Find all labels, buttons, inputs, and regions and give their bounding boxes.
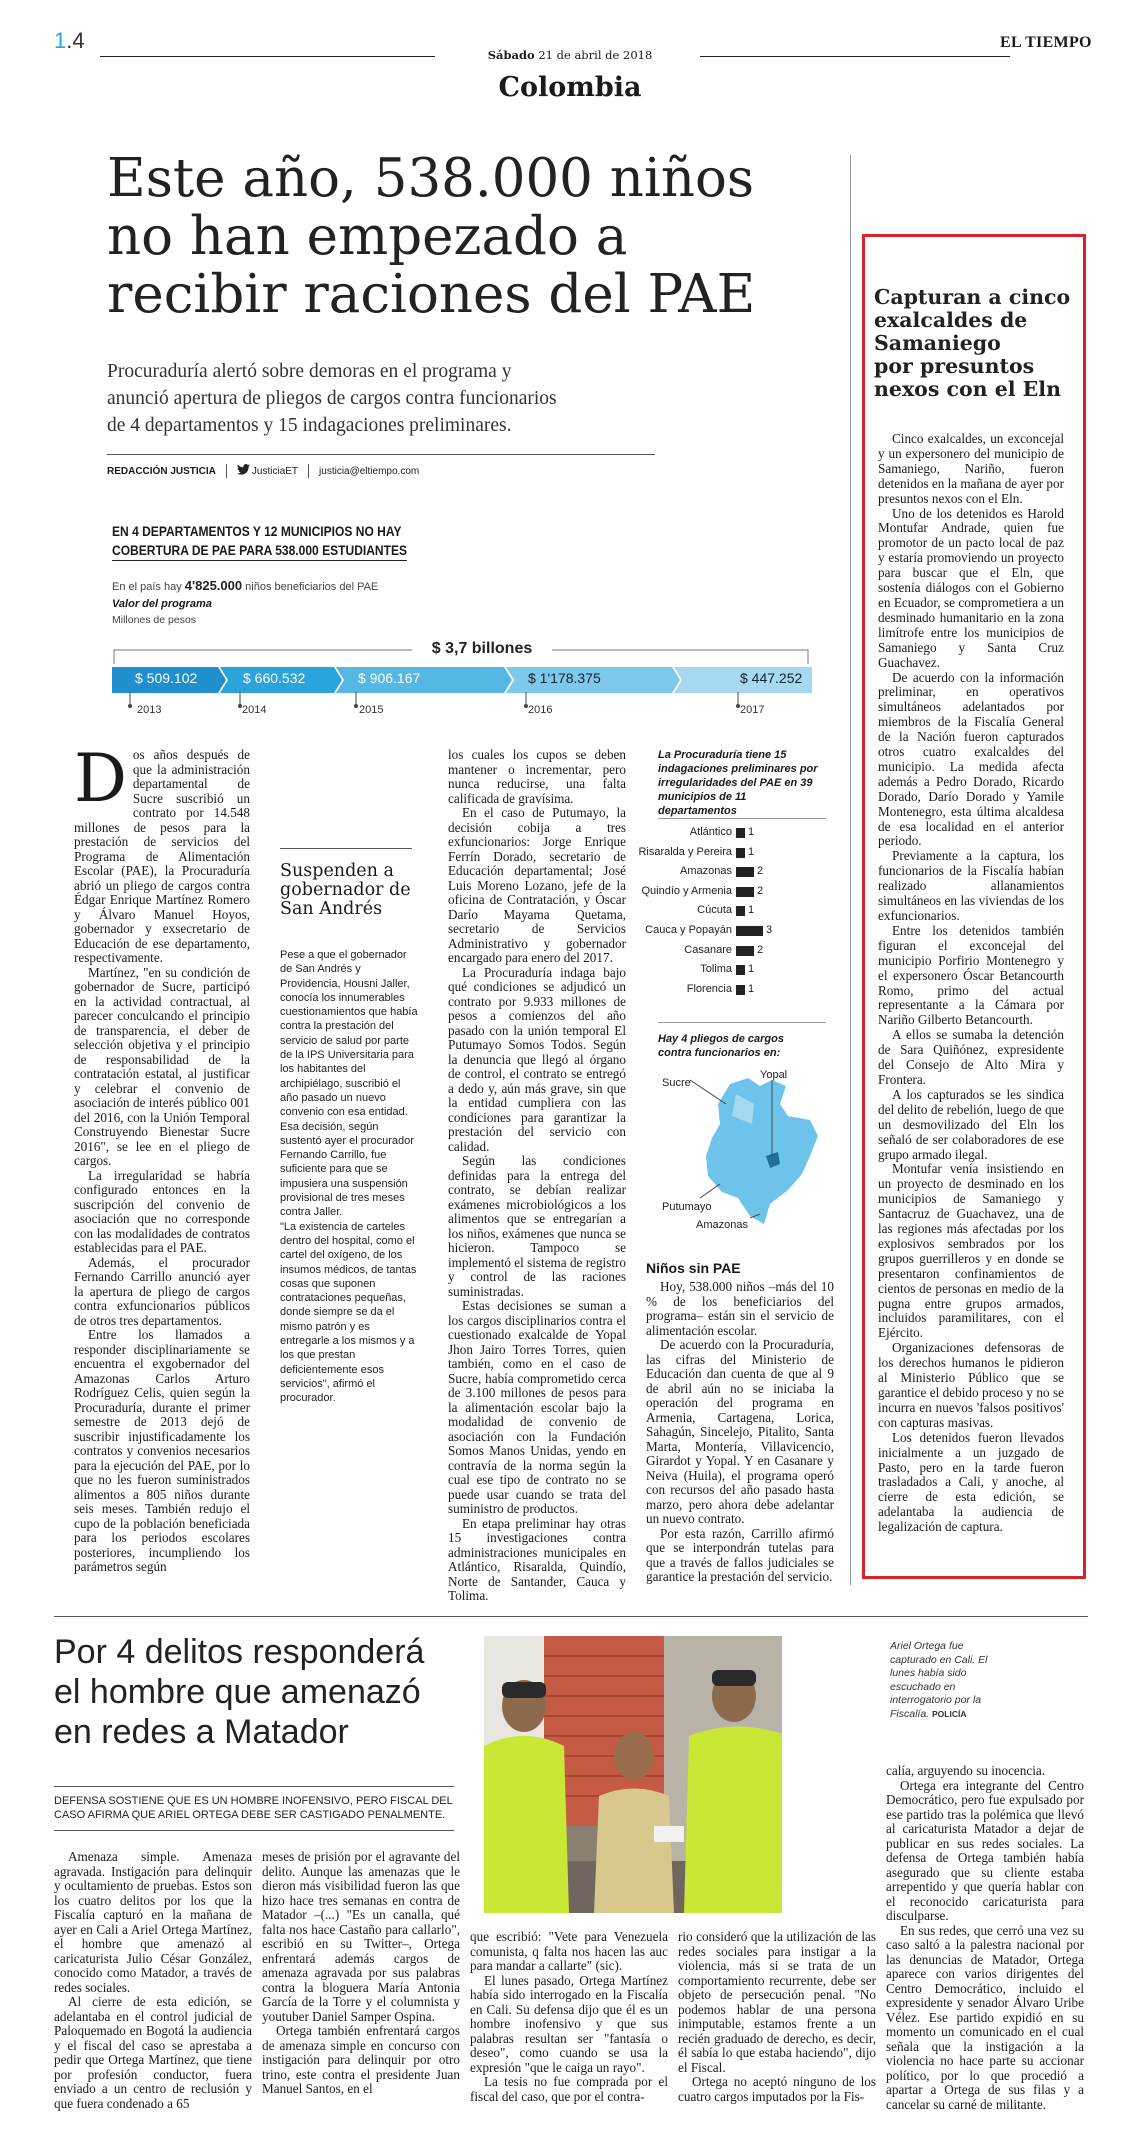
byline-email[interactable]: justicia@eltiempo.com <box>319 465 420 477</box>
main-column-1 <box>74 740 250 1575</box>
column-divider <box>850 155 851 1585</box>
map-label-sucre: Sucre <box>662 1077 691 1089</box>
bottom-column-2: meses de prisión por el agravante del delito. Aunque las amenazas que le dieron más visibilidad fueron las que hizo hace tres semanas en contra de Matador –(...) "Es un canalla, qué falta nos hace Castaño para callarlo", escribió en su Twitter–, Ortega enfrentará además cargos de amenaza agravada por sus palabras contra la bloguera María Antonia García de la Torre y el columnista y youtuber Daniel Samper Ospina. Ortega también enfrentará cargos de amenaza simple en concurso con instigación para delinquir por otro trino, este contra el presidente Juan Manuel Santos, en el <box>262 1849 460 2096</box>
bar-category-label: Quindío y Armenia <box>641 884 732 897</box>
byline-author: REDACCIÓN JUSTICIA <box>107 465 216 477</box>
bar-row <box>650 904 810 918</box>
bar <box>736 946 754 956</box>
bar-category-label: Florencia <box>686 982 732 995</box>
header-rule-right <box>700 56 1010 57</box>
bar-row <box>650 963 810 977</box>
timeline-value-2013: $ 509.102 <box>135 670 198 686</box>
bar-value-label: 1 <box>748 845 755 858</box>
bottom-deck: DEFENSA SOSTIENE QUE ES UN HOMBRE INOFENSIVO, PERO FISCAL DEL CASO AFIRMA QUE ARIEL ORTEGA DEBE SER CASTIGADO PENALMENTE. <box>54 1795 453 1821</box>
bar <box>736 965 745 975</box>
bar <box>736 906 745 916</box>
bar-category-label: Risaralda y Pereira <box>638 845 732 858</box>
bar-value-label: 2 <box>757 884 764 897</box>
timeline-year-2015: 2015 <box>359 704 384 716</box>
timeline-year-2017: 2017 <box>740 704 765 716</box>
bar <box>736 828 745 838</box>
bottom-column-3: que escribió: "Vete para Venezuela comunista, q falta nos hacen las auc para mandar a callarte" (sic). El lunes pasado, Ortega Martínez había sido interrogado en la Fiscalía en Cali. Su defensa dijo que él es un hombre inofensivo y que sus palabras resultan ser "fantasía o deseo", como cuando se usa la expresión "que le caiga un rayo". La tesis no fue comprada por el fiscal del caso, que por el contra- <box>470 1929 668 2104</box>
boxed-headline: Capturan a cinco exalcaldes de Samaniego por presuntos nexos con el Eln <box>874 285 1071 401</box>
bar-row <box>641 884 810 899</box>
bar <box>736 848 745 858</box>
bottom-headline: Por 4 delitos responderá el hombre que amenazó en redes a Matador <box>54 1633 425 1751</box>
col1-para-3: Además, el procurador Fernando Carrillo anunció ayer la apertura de pliego de cargos contra exfuncionarios públicos de otros tres departamentos. <box>74 1254 250 1328</box>
chart-rule <box>658 818 826 819</box>
timeline-value-2014: $ 660.532 <box>243 670 306 686</box>
col4-subhead: Niños sin PAE <box>646 1260 741 1276</box>
timeline-value-2015: $ 906.167 <box>358 670 421 686</box>
header-date: Sábado 21 de abril de 2018 <box>487 48 653 62</box>
news-photo <box>484 1636 782 1913</box>
bar-row <box>650 826 810 840</box>
map-label-yopal: Yopal <box>760 1069 788 1081</box>
sidebar-top-rule <box>280 848 412 849</box>
bottom-column-5: calía, arguyendo su inocencia. Ortega era integrante del Centro Democrático, pero fue expulsado por ese partido tras la polémica que llevó al caricaturista Matador a dejar de publicar en sus redes sociales. La defensa de Ortega también había asegurado que su cliente estaba arrepentido y que quería hablar con el reconocido caricaturista para disculparse. En sus redes, que cerró una vez su caso saltó a la palestra nacional por las denuncias de Matador, Ortega aparece con varios dirigentes del Centro Democrático, incluido el expresidente y senador Álvaro Uribe Vélez. Ese partido expidió en su momento un comunicado en el cual señala que la instigación a la violencia no hace parte su accionar político, por lo que procedió a apartar a Ortega de sus filas y a cancelar su carné de militante. <box>886 1763 1084 2112</box>
timeline-value-2017: $ 447.252 <box>740 670 803 686</box>
newspaper-brand: EL TIEMPO <box>1000 34 1092 51</box>
bar-value-label: 3 <box>766 924 773 936</box>
bar-row <box>650 983 810 997</box>
drop-cap: D <box>74 740 127 817</box>
map-label-amazonas: Amazonas <box>696 1219 748 1231</box>
page-number: 1.4 <box>54 28 85 53</box>
deck-rule <box>107 454 655 455</box>
bar-value-label: 2 <box>757 865 764 878</box>
byline <box>107 464 419 478</box>
unit-label: Millones de pesos <box>112 614 197 626</box>
bottom-section-rule <box>54 1616 1088 1617</box>
timeline-value-2016: $ 1'178.375 <box>528 670 601 686</box>
bar-category-label: Atlántico <box>689 826 732 838</box>
bar-category-label: Tolima <box>700 963 732 976</box>
photo-caption: Ariel Ortega fue capturado en Cali. El lunes había sido escuchado en interrogatorio por la Fiscalía. POLICÍA <box>890 1640 988 1720</box>
timeline <box>112 665 812 695</box>
col1-para-2: La irregularidad se habría configurado entonces en la suscripción del convenio de asociación que no corresponde con las modalidades de contratos establecidas para el PAE. <box>74 1167 250 1255</box>
col1-para-0: os años después de que la administración departamental de Sucre suscribió un contrato por 14.548 millones de pesos para la prestación de servicios del Programa de Alimentación Escolar (PAE), la Procuraduría abrió un pliego de cargos contra Édgar Enrique Martínez Romero y Álvaro Manuel Hoyos, gobernador y exsecretario de Educación de ese departamento, respectivamente. <box>74 747 250 965</box>
timeline-year-2016: 2016 <box>528 704 553 716</box>
bottom-column-1: Amenaza simple. Amenaza agravada. Instigación para delinquir y ocultamiento de pruebas. Estos son los cuatro delitos por los que la Fiscalía capturó en la mañana de ayer en Cali a Ariel Ortega Martínez, el hombre que amenazó al caricaturista Julio César González, conocido como Matador, a través de redes sociales. Al cierre de esta edición, se adelantaba en el control judicial de Paloquemado en Bogotá la audiencia y el fiscal del caso se aprestaba a pedir que Ortega Martínez, que tiene por profesión conductor, fuera enviado a un centro de reclusión y que fuera condenado a 65 <box>54 1849 252 2111</box>
sidebar-body: Pese a que el gobernador de San Andrés y Providencia, Housni Jaller, conocía los innumerables cuestionamientos que había contra la prestación del servicio de salud por parte de la IPS Universitaria para los habitantes del archipiélago, suscribió el año pasado un nuevo convenio con esa entidad. Esa decisión, según sustentó ayer el procurador Fernando Carrillo, fue suficiente para que se impusiera una suspensión provisional de tres meses contra Jaller. "La existencia de carteles dentro del hospital, como el cartel del oxígeno, de los insumos médicos, de tantas cosas que suponen contrataciones pequeñas, donde siempre se da el mismo patrón y es entregarle a los mismos y a los que prestan deficientemente esos servicios", afirmó el procurador. <box>280 949 418 1405</box>
timeline-year-2014: 2014 <box>242 704 267 716</box>
chart-title: La Procuraduría tiene 15 indagaciones preliminares por irregularidades del PAE en 39 municipios de 11 departamentos <box>658 749 818 817</box>
timeline-pins <box>112 692 812 712</box>
total-label: $ 3,7 billones <box>412 640 552 658</box>
map-title: Hay 4 pliegos de cargos contra funcionarios en: <box>658 1033 784 1059</box>
main-column-3: los cuales los cupos se deben mantener o incrementar, pero nunca reducirse, una falta calificada de gravísima. En el caso de Putumayo, la decisión cobija a tres exfuncionarios: Jorge Enrique Ferrín Dorado, secretario de Educación departamental; José Luis Moreno Lozano, jefe de la oficina de Contratación, y Óscar Darío Mayama Quetama, secretario de Servicios Administrativo y gobernador encargado para enero del 2017. La Procuraduría indaga bajo qué condiciones se adjudicó un contrato por 9.933 millones de pesos a comienzos del año pasado con la unión temporal El Putumayo Somos Todos. Según la denuncia que llegó al órgano de control, el contrato se entregó a dedo y, aún más grave, sin que la entidad cumpliera con las condiciones para garantizar la prestación del servicio con calidad. Según las condiciones definidas para la entrega del contrato, se debían realizar exámenes microbiológicos a los alimentos que se entregarían a los niños, exámenes que nunca se hicieron. Tampoco se implementó el sistema de registro y control de las raciones suministradas. Estas decisiones se suman a los cargos disciplinarios contra el cuestionado exalcalde de Yopal Jhon Jairo Torres Torres, quien también, como en el caso de Sucre, había comprometido cerca de 3.100 millones de pesos para la alimentación escolar bajo la modalidad de convenio de asociación con la Fundación Somos Manos Unidas, yendo en contravía de la norma según la cual ese tipo de contrato no se puede usar cuando se trata del suministro de productos. En etapa preliminar hay otras 15 investigaciones contra administraciones municipales en Atlántico, Risaralda, Quindío, Norte de Santander, Cauca y Tolima. <box>448 747 626 1603</box>
boxed-body: Cinco exalcaldes, un exconcejal y un expersonero del municipio de Samaniego, Nariño, fueron detenidos en la mañana de ayer por presuntos nexos con el Eln. Uno de los detenidos es Harold Montufar Andrade, quien fue promotor de un pacto local de paz y estaría promoviendo un proyecto para buscar que el Eln, que sostenía diálogos con el Gobierno en Ecuador, se comprometiera a un desminado humanitario en la zona limítrofe entre los municipios de Samaniego y Santa Cruz Guachavez. De acuerdo con la información preliminar, en operativos simultáneos adelantados por miembros de la Fiscalía General de la Nación fueron capturados otros cuatro exalcaldes del municipio. La medida afecta además a Pedro Dorado, Ricardo Dorado, Darío Dorado y Yamile Montenegro, esta última alcaldesa de esa localidad en el anterior periodo. Previamente a la captura, los funcionarios de la Fiscalía habían realizado allanamientos simultáneos en las viviendas de los exfuncionarios. Entre los detenidos también figuran el exconcejal del municipio Porfirio Montenegro y el expersonero Óscar Betancourth Romo, primo del actual representante a la Cámara por Nariño Gilberto Betancourth. A ellos se sumaba la detención de Sara Quiñónez, expresidente del Consejo de Alto Mira y Frontera. A los capturados se les sindica del delito de rebelión, luego de que un desmovilizado del Eln los señaló de ser colaboradores de ese grupo armado ilegal. Montufar venía insistiendo en un proyecto de desminado en los municipios de Samaniego y Santacruz de Guachavez, una de las regiones más afectadas por los explosivos sembrados por los grupos guerrilleros y en donde se presentaron confinamientos de cientos de personas en medio de la pugna entre grupos armados, incluidos paramilitares, con el Ejército. Organizaciones defensoras de los derechos humanos le pidieron al Ministerio Público que se garantice el debido proceso y no se incurra en nuevos 'falsos positivos' con capturas masivas. Los detenidos fueron llevados inicialmente a un juzgado de Pasto, pero en la tarde fueron trasladados a Cali, y anoche, al cierre de esta edición, se adelantaba la audiencia de legalización de captura. <box>878 431 1065 1535</box>
bar-row <box>638 845 810 860</box>
bar-row <box>650 865 810 879</box>
col1-para-4: Entre los llamados a responder disciplinariamente se encuentra el exgobernador del Amazonas Carlos Arturo Rodríguez Celis, quien según la Procuraduría, durante el primer semestre de 2013 dejó de suscribir injustificadamente los contratos y convenios necesarios para la ejecución del PAE, por lo que no les fueron suministrados alimentos a 805 niños durante seis meses. También redujo el cupo de la población beneficiada para los periodos escolares posteriores, incumpliendo los parámetros según <box>74 1327 250 1574</box>
bar <box>736 985 745 995</box>
bar-value-label: 1 <box>748 982 755 995</box>
bottom-deck-rule-top <box>54 1786 454 1787</box>
main-headline: Este año, 538.000 niños no han empezado a recibir raciones del PAE <box>107 148 756 325</box>
value-label: Valor del programa <box>112 598 212 610</box>
bottom-deck-rule-bottom <box>54 1830 454 1831</box>
photo-credit: POLICÍA <box>932 1708 967 1719</box>
bar <box>736 867 754 877</box>
sidebar-title: Suspenden a gobernador de San Andrés <box>280 861 411 919</box>
bar-category-label: Cauca y Popayán <box>645 924 732 936</box>
colombia-map <box>660 1064 830 1234</box>
map-rule <box>658 1022 826 1023</box>
col1-para-1: Martínez, "en su condición de gobernador de Sucre, participó en la actividad contractual, al parecer conculcando el principio de transparencia, el deber de selección objetiva y el principio de responsabilidad de la contratación estatal, al justificar y celebrar el convenio de asociación de interés público 001 del 2016, con la Unión Temporal Construyendo Bienestar Sucre 2016", se lee en el pliego de cargos. <box>74 964 250 1168</box>
byline-twitter[interactable]: JusticiaET <box>251 465 299 477</box>
bar-row <box>645 924 810 938</box>
bottom-column-4: rio consideró que la utilización de las redes sociales para instigar a la violencia, más si se trata de un comportamiento recurrente, debe ser objeto de persecución penal. "No podemos hablar de una persona inimputable, estamos frente a un recién graduado de derecho, es decir, él sabía lo que estaba haciendo", dijo el Fiscal. Ortega no aceptó ninguno de los cuatro cargos imputados por la Fis- <box>678 1929 876 2104</box>
infographic-title: EN 4 DEPARTAMENTOS Y 12 MUNICIPIOS NO HAY COBERTURA DE PAE PARA 538.000 ESTUDIANTES <box>112 522 407 561</box>
header-rule-left <box>100 56 435 57</box>
bar-category-label: Casanare <box>684 943 732 956</box>
bar <box>736 887 754 897</box>
twitter-icon <box>237 464 250 478</box>
bar-row <box>650 944 810 958</box>
bar-value-label: 1 <box>748 963 755 976</box>
section-title: Colombia <box>498 72 642 103</box>
bar-category-label: Amazonas <box>680 865 732 878</box>
map-label-putumayo: Putumayo <box>662 1201 712 1213</box>
bar-value-label: 1 <box>748 826 755 838</box>
infographic-subtitle: En el país hay 4'825.000 niños beneficiarios del PAE <box>112 578 379 593</box>
bar-value-label: 2 <box>757 943 764 956</box>
main-deck: Procuraduría alertó sobre demoras en el programa y anunció apertura de pliegos de cargos contra funcionarios de 4 departamentos y 15 indagaciones preliminares. <box>107 361 557 436</box>
bar-category-label: Cúcuta <box>697 904 732 917</box>
main-column-4: Hoy, 538.000 niños –más del 10 % de los beneficiarios del programa– están sin el servicio de alimentación escolar. De acuerdo con la Procuraduría, las cifras del Ministerio de Educación dan cuenta de que al 9 de abril aún no se iniciaba la operación del programa en Armenia, Cartagena, Lorica, Sahagún, Sincelejo, Pitalito, Santa Marta, Montería, Villavicencio, Girardot y Yopal. Y en Casanare y Neiva (Huila), el programa operó con recursos del año pasado hasta marzo, pero ahora debe adelantar un nuevo contrato. Por esta razón, Carrillo afirmó que se interpondrán tutelas para que a través de fallos judiciales se garantice la prestación del servicio. <box>646 1279 834 1584</box>
timeline-year-2013: 2013 <box>137 704 162 716</box>
bar <box>736 926 763 936</box>
bar-value-label: 1 <box>748 904 755 917</box>
